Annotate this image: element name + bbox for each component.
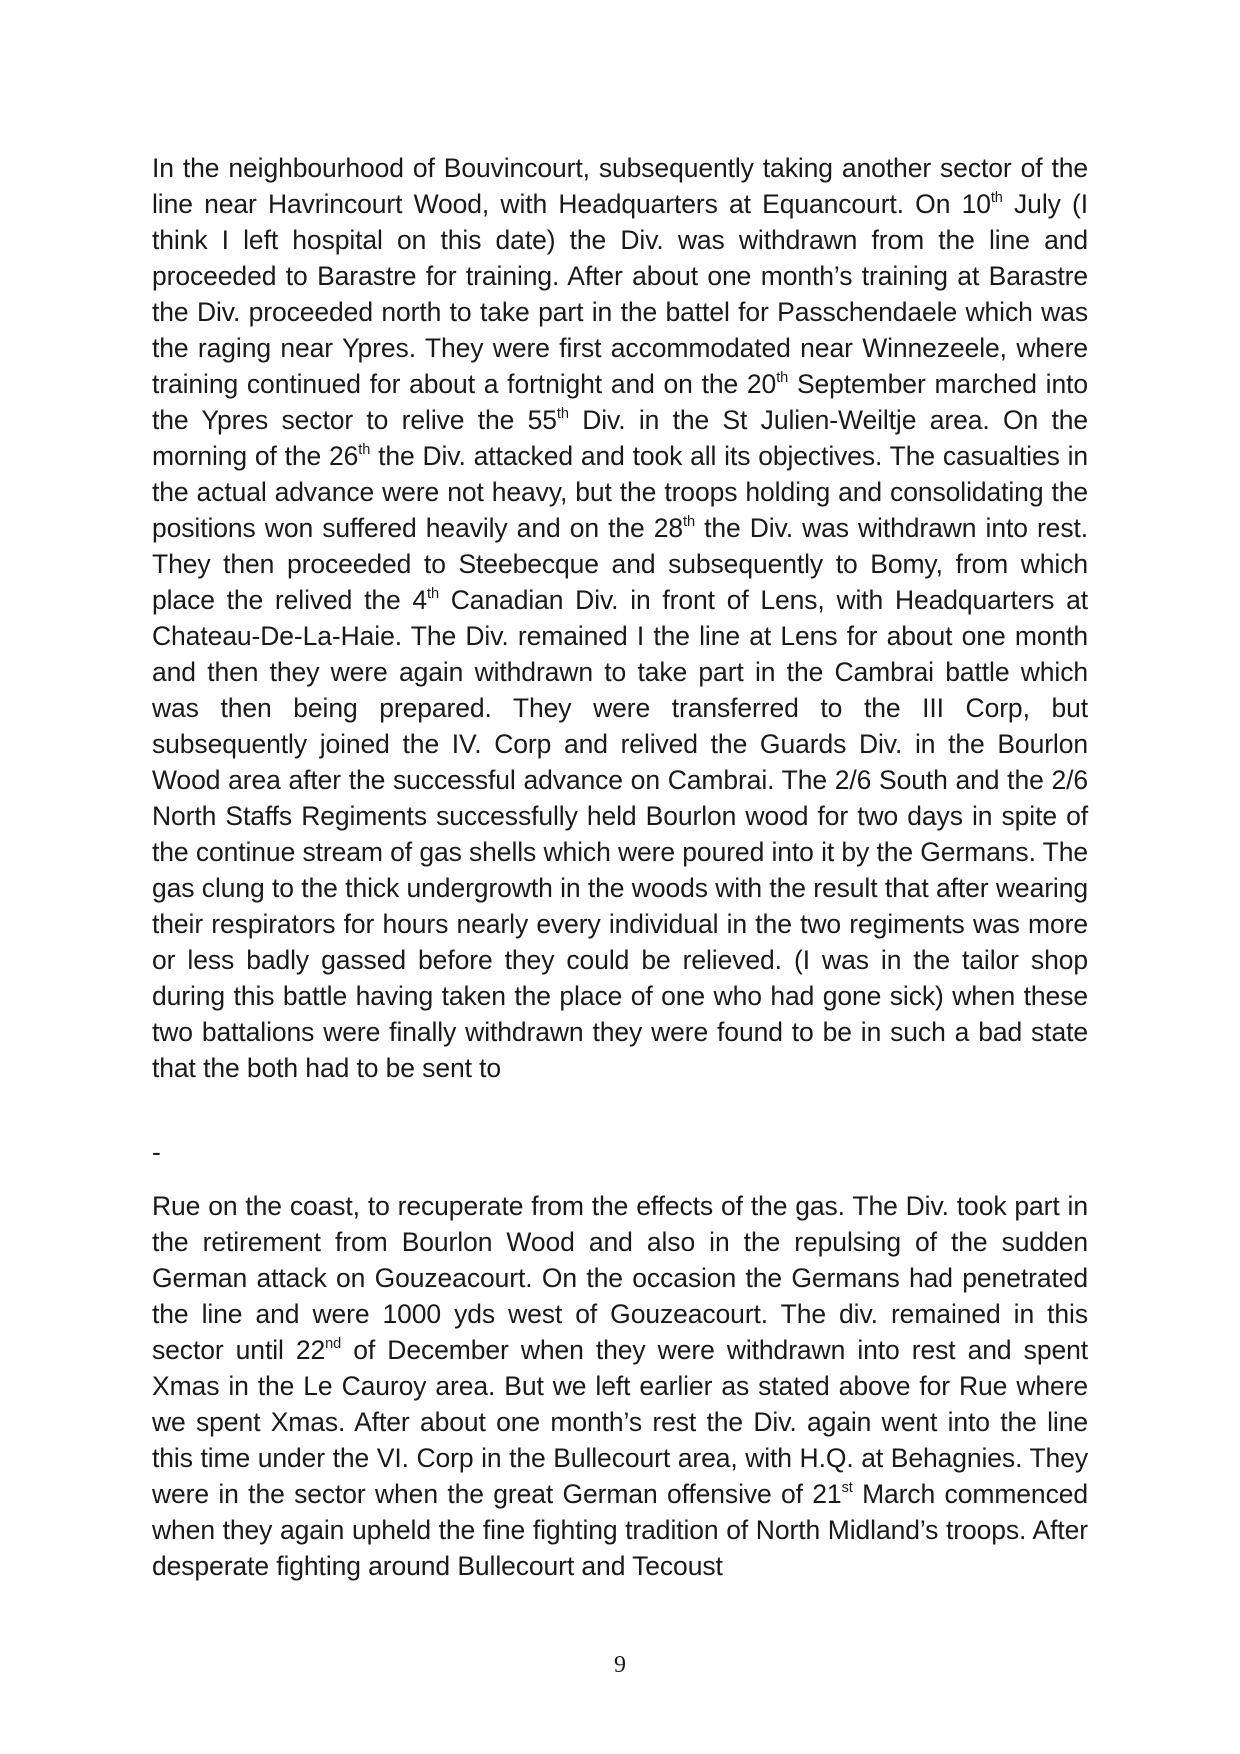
ordinal-suffix: th	[990, 190, 1003, 207]
body-paragraph-2: Rue on the coast, to recuperate from the effects of the gas. The Div. took part in the retirement from Bourlon Wood and also in the repulsing of the sudden German attack on Gouzeacourt. On the occasion the Germans had penetrated the line and were 1000 yds west of Gouzeacourt. The div. remained in this sector until 22nd of December when they were withdrawn into rest and spent Xmas in the Le Cauroy area. But we left earlier as stated above for Rue where we spent Xmas. After about one month’s rest the Div. again went into the line this time under the VI. Corp in the Bullecourt area, with H.Q. at Behagnies. They were in the sector when the great German offensive of 21st March commenced when they again upheld the fine fighting tradition of North Midland’s troops. After desperate fighting around Bullecourt and Tecoust	[152, 1191, 1088, 1581]
ordinal-suffix: st	[841, 1480, 853, 1497]
ordinal-suffix: th	[776, 370, 789, 387]
ordinal-suffix: th	[556, 406, 569, 423]
page-number: 9	[614, 1652, 626, 1678]
ordinal-suffix: th	[358, 442, 371, 459]
ordinal-suffix: th	[683, 514, 695, 531]
ordinal-suffix: nd	[325, 1336, 342, 1353]
section-separator: -	[152, 1137, 161, 1167]
ordinal-suffix: th	[427, 586, 439, 603]
body-paragraph-1: In the neighbourhood of Bouvincourt, subsequently taking another sector of the line near Havrincourt Wood, with Headquarters at Equancourt. On 10th July (I think I left hospital on this date) the Div. was withdrawn from the line and proceeded to Barastre for training. After about one month’s training at Barastre the Div. proceeded north to take part in the battel for Passchendaele which was the raging near Ypres. They were first accommodated near Winnezeele, where training continued for about a fortnight and on the 20th September marched into the Ypres sector to relive the 55th Div. in the St Julien-Weiltje area. On the morning of the 26th the Div. attacked and took all its objectives. The casualties in the actual advance were not heavy, but the troops holding and consolidating the positions won suffered heavily and on the 28th the Div. was withdrawn into rest. They then proceeded to Steebecque and subsequently to Bomy, from which place the relived the 4th Canadian Div. in front of Lens, with Headquarters at Chateau-De-La-Haie. The Div. remained I the line at Lens for about one month and then they were again withdrawn to take part in the Cambrai battle which was then being prepared. They were transferred to the III Corp, but subsequently joined the IV. Corp and relived the Guards Div. in the Bourlon Wood area after the successful advance on Cambrai. The 2/6 South and the 2/6 North Staffs Regiments successfully held Bourlon wood for two days in spite of the continue stream of gas shells which were poured into it by the Germans. The gas clung to the thick undergrowth in the woods with the result that after wearing their respirators for hours nearly every individual in the two regiments was more or less badly gassed before they could be relieved. (I was in the tailor shop during this battle having taken the place of one who had gone sick) when these two battalions were finally withdrawn they were found to be in such a bad state that the both had to be sent to	[152, 153, 1089, 1083]
